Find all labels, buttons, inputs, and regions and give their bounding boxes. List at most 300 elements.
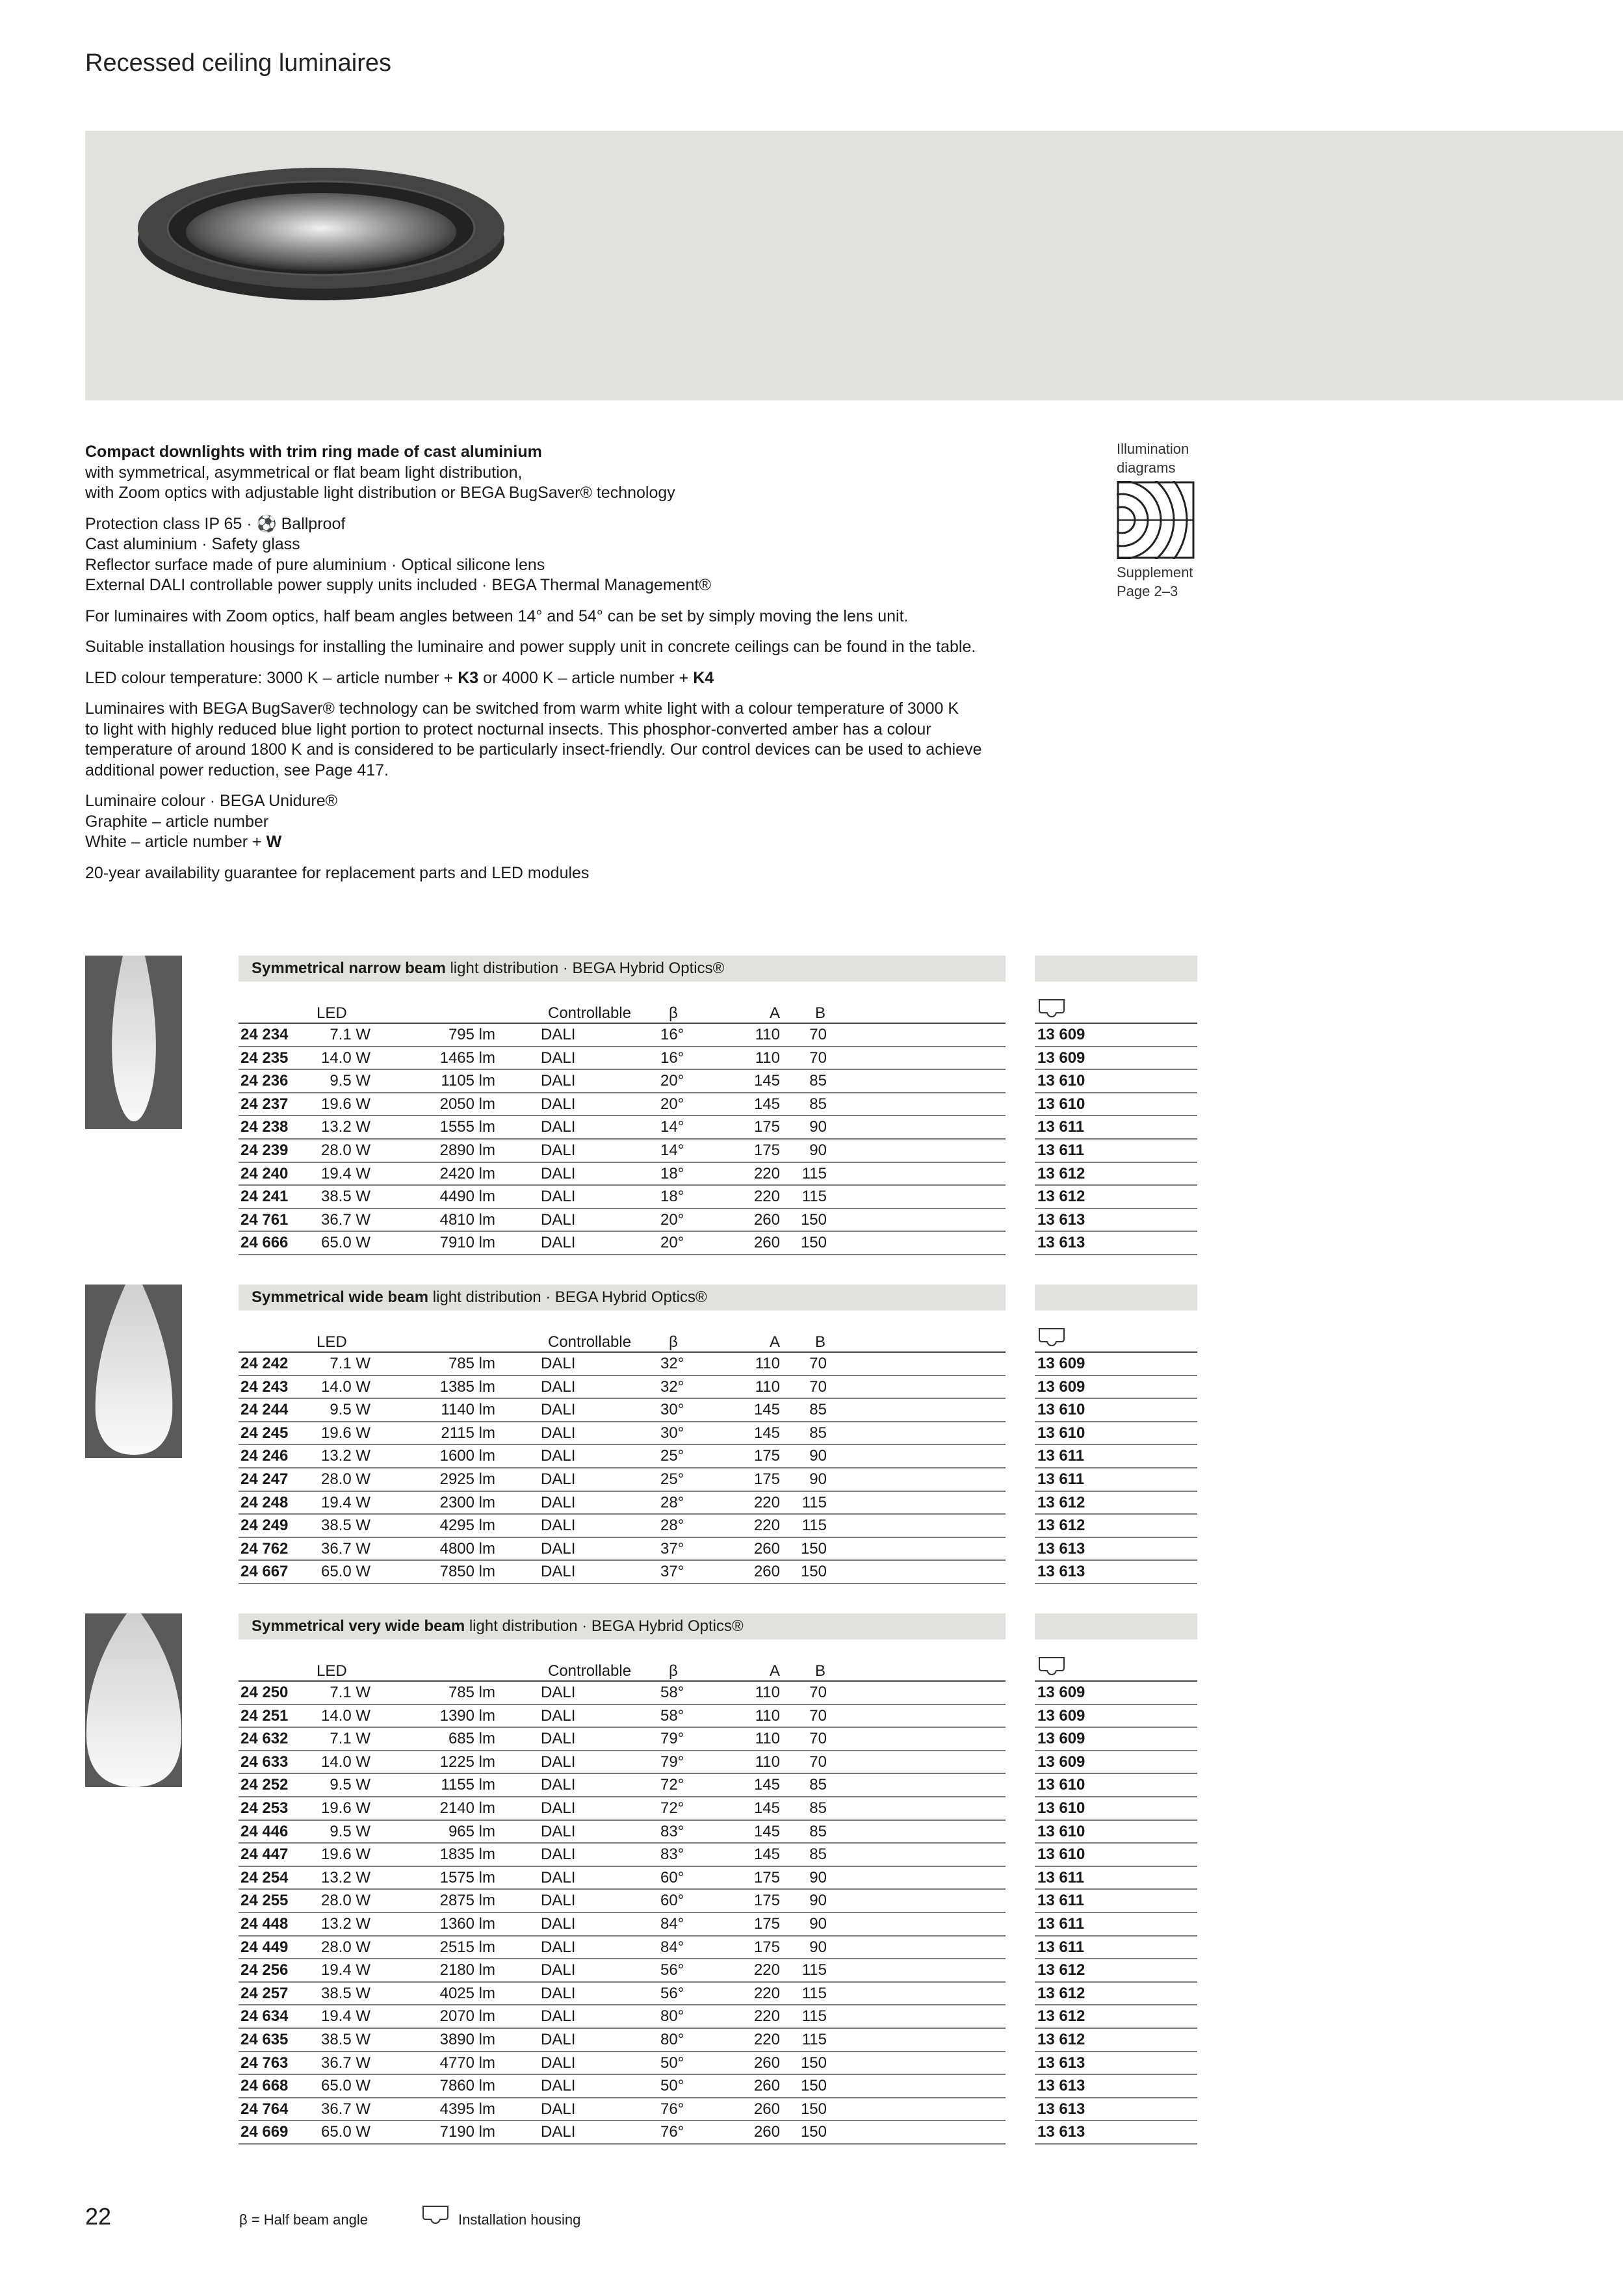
article-number: 24 668 — [240, 2077, 289, 2095]
dimension-b: 70 — [809, 1706, 827, 1725]
controllable: DALI — [541, 1095, 576, 1113]
luminous-flux: 3890 lm — [439, 2030, 495, 2048]
luminous-flux: 685 lm — [448, 1730, 495, 1748]
installation-housing-number: 13 610 — [1037, 1424, 1085, 1442]
page-number: 22 — [85, 2203, 112, 2230]
half-beam-angle: 84° — [660, 1938, 684, 1956]
colour-temperature-text — [85, 668, 1034, 689]
installation-housing-number: 13 612 — [1037, 1188, 1085, 1206]
dimension-a: 145 — [753, 1846, 780, 1864]
dimension-b: 115 — [801, 2007, 827, 2026]
intro-text — [85, 442, 1034, 894]
row-rule — [1035, 1583, 1197, 1584]
article-number: 24 449 — [240, 1938, 289, 1956]
article-number: 24 242 — [240, 1355, 289, 1372]
installation-housing-number: 13 609 — [1037, 1026, 1085, 1043]
dimension-a: 145 — [753, 1822, 780, 1840]
dimension-b: 90 — [809, 1892, 827, 1910]
luminous-flux: 4295 lm — [439, 1517, 495, 1535]
row-rule — [1035, 1254, 1197, 1255]
dimension-b: 115 — [801, 1164, 827, 1182]
table-row — [0, 1561, 1623, 1584]
col-beta: β — [669, 1333, 678, 1351]
controllable: DALI — [541, 1188, 576, 1206]
installation-housing-number: 13 609 — [1037, 1377, 1085, 1396]
installation-housing-number: 13 612 — [1037, 2030, 1085, 2048]
led-wattage: 28.0 W — [320, 1470, 370, 1488]
luminous-flux: 2515 lm — [439, 1938, 495, 1956]
table-row — [0, 1682, 1623, 1705]
supplement-label: Supplement — [1117, 564, 1193, 581]
dimension-a: 175 — [753, 1868, 780, 1886]
dimension-b: 115 — [801, 1188, 827, 1206]
luminous-flux: 795 lm — [448, 1026, 495, 1043]
installation-housing-number: 13 609 — [1037, 1730, 1085, 1748]
installation-housing-number: 13 611 — [1037, 1892, 1085, 1910]
article-number: 24 245 — [240, 1424, 289, 1442]
intro-line: with symmetrical, asymmetrical or flat beam light distribution, — [85, 463, 523, 482]
col-led: LED — [317, 1333, 347, 1351]
table-row — [0, 1867, 1623, 1890]
installation-housing-number: 13 610 — [1037, 1401, 1085, 1419]
installation-housing-number: 13 611 — [1037, 1118, 1085, 1136]
article-number: 24 255 — [240, 1892, 289, 1910]
installation-housing-number: 13 613 — [1037, 1210, 1085, 1229]
controllable: DALI — [541, 1210, 576, 1229]
controllable: DALI — [541, 2030, 576, 2048]
article-number: 24 257 — [240, 1984, 289, 2002]
controllable: DALI — [541, 1684, 576, 1701]
article-number: 24 243 — [240, 1377, 289, 1396]
product-rows — [0, 1682, 1623, 2145]
table-row — [0, 1445, 1623, 1468]
dimension-a: 220 — [753, 1164, 780, 1182]
installation-housing-number: 13 613 — [1037, 1539, 1085, 1558]
led-wattage: 7.1 W — [330, 1026, 370, 1043]
table-row — [0, 1070, 1623, 1093]
article-number: 24 667 — [240, 1563, 289, 1581]
half-beam-angle: 25° — [660, 1447, 684, 1465]
controllable: DALI — [541, 1706, 576, 1725]
dimension-a: 145 — [753, 1424, 780, 1442]
half-beam-angle: 56° — [660, 1984, 684, 2002]
dimension-a: 145 — [753, 1095, 780, 1113]
installation-housing-number: 13 610 — [1037, 1095, 1085, 1113]
article-number: 24 246 — [240, 1447, 289, 1465]
led-wattage: 14.0 W — [320, 1753, 370, 1771]
controllable: DALI — [541, 1026, 576, 1043]
row-rule — [1035, 2143, 1197, 2145]
installation-housing-number: 13 609 — [1037, 1355, 1085, 1372]
controllable: DALI — [541, 1049, 576, 1067]
installation-housing-number: 13 609 — [1037, 1684, 1085, 1701]
half-beam-angle: 58° — [660, 1706, 684, 1725]
luminous-flux: 785 lm — [448, 1684, 495, 1701]
controllable: DALI — [541, 1938, 576, 1956]
controllable: DALI — [541, 1846, 576, 1864]
dimension-b: 70 — [809, 1730, 827, 1748]
controllable: DALI — [541, 1424, 576, 1442]
housings-text: Suitable installation housings for installing the luminaire and power supply unit in concrete ceilings can be found in the table. — [85, 638, 976, 656]
table-row — [0, 1399, 1623, 1422]
intro-line: with Zoom optics with adjustable light distribution or BEGA BugSaver® technology — [85, 484, 675, 502]
table-row — [0, 1705, 1623, 1729]
article-number: 24 239 — [240, 1141, 289, 1159]
dimension-a: 110 — [755, 1730, 780, 1748]
colour-temp-mid: or 4000 K – article number + — [478, 668, 694, 687]
luminous-flux: 7190 lm — [439, 2123, 495, 2141]
reflector-line: Reflector surface made of pure aluminium · Optical silicone lens — [85, 555, 545, 574]
half-beam-angle: 25° — [660, 1470, 684, 1488]
section-title-bold: Symmetrical very wide beam — [252, 1617, 465, 1635]
col-a: A — [770, 1333, 781, 1351]
col-led: LED — [317, 1662, 347, 1680]
led-wattage: 7.1 W — [330, 1730, 370, 1748]
luminous-flux: 2140 lm — [439, 1799, 495, 1817]
article-number: 24 248 — [240, 1493, 289, 1511]
dimension-b: 85 — [809, 1401, 827, 1419]
luminous-flux: 7860 lm — [439, 2077, 495, 2095]
led-wattage: 36.7 W — [320, 1539, 370, 1558]
table-row — [0, 1186, 1623, 1209]
half-beam-angle: 80° — [660, 2030, 684, 2048]
half-beam-angle: 28° — [660, 1493, 684, 1511]
led-wattage: 65.0 W — [320, 1234, 370, 1252]
dimension-a: 220 — [753, 1493, 780, 1511]
table-row — [0, 1024, 1623, 1047]
bugsaver-line: temperature of around 1800 K and is considered to be particularly insect-friendly. Our control devices can be used to achieve — [85, 740, 982, 759]
dimension-b: 85 — [809, 1072, 827, 1090]
table-row — [0, 1774, 1623, 1797]
half-beam-angle: 20° — [660, 1095, 684, 1113]
table-row — [0, 1353, 1623, 1376]
table-row — [0, 1209, 1623, 1233]
dimension-a: 260 — [753, 1234, 780, 1252]
half-beam-angle: 84° — [660, 1914, 684, 1933]
dimension-b: 70 — [809, 1026, 827, 1043]
luminous-flux: 2300 lm — [439, 1493, 495, 1511]
bugsaver-line: to light with highly reduced blue light portion to protect nocturnal insects. This phosphor-converted amber has a colour — [85, 720, 931, 738]
installation-housing-number: 13 612 — [1037, 2007, 1085, 2026]
half-beam-angle: 83° — [660, 1822, 684, 1840]
table-row — [0, 1515, 1623, 1538]
half-beam-angle: 16° — [660, 1026, 684, 1043]
table-row — [0, 1140, 1623, 1163]
table-row — [0, 1937, 1623, 1960]
col-b: B — [815, 1004, 826, 1022]
guarantee-text: 20-year availability guarantee for replacement parts and LED modules — [85, 863, 590, 882]
luminous-flux: 965 lm — [448, 1822, 495, 1840]
col-beta: β — [669, 1004, 678, 1022]
illumination-label: diagrams — [1117, 460, 1176, 476]
installation-housing-number: 13 610 — [1037, 1776, 1085, 1794]
dimension-a: 260 — [753, 1563, 780, 1581]
article-number: 24 446 — [240, 1822, 289, 1840]
controllable: DALI — [541, 1447, 576, 1465]
controllable: DALI — [541, 1377, 576, 1396]
dimension-b: 85 — [809, 1095, 827, 1113]
half-beam-angle: 14° — [660, 1141, 684, 1159]
led-wattage: 65.0 W — [320, 2123, 370, 2141]
product-rows — [0, 1024, 1623, 1255]
luminous-flux: 1140 lm — [441, 1401, 495, 1419]
half-beam-angle: 76° — [660, 2100, 684, 2118]
dimension-a: 175 — [753, 1447, 780, 1465]
controllable: DALI — [541, 1355, 576, 1372]
installation-housing-number: 13 611 — [1037, 1914, 1085, 1933]
graphite-line: Graphite – article number — [85, 812, 269, 831]
installation-housing-number: 13 610 — [1037, 1799, 1085, 1817]
table-row — [0, 1376, 1623, 1400]
article-number: 24 238 — [240, 1118, 289, 1136]
legend-installation-housing: Installation housing — [458, 2211, 581, 2228]
col-led: LED — [317, 1004, 347, 1022]
led-wattage: 9.5 W — [330, 1072, 370, 1090]
dimension-b: 85 — [809, 1846, 827, 1864]
dimension-b: 90 — [809, 1914, 827, 1933]
led-wattage: 9.5 W — [330, 1776, 370, 1794]
article-number: 24 669 — [240, 2123, 289, 2141]
controllable: DALI — [541, 2100, 576, 2118]
led-wattage: 13.2 W — [320, 1447, 370, 1465]
dimension-a: 220 — [753, 1984, 780, 2002]
half-beam-angle: 60° — [660, 1892, 684, 1910]
luminous-flux: 1575 lm — [439, 1868, 495, 1886]
luminaire-image — [85, 131, 1623, 400]
dimension-a: 110 — [755, 1753, 780, 1771]
dimension-a: 175 — [753, 1892, 780, 1910]
dimension-b: 150 — [800, 2100, 827, 2118]
table-row — [0, 2029, 1623, 2052]
luminous-flux: 4800 lm — [439, 1539, 495, 1558]
led-wattage: 28.0 W — [320, 1938, 370, 1956]
led-wattage: 19.4 W — [320, 1164, 370, 1182]
controllable: DALI — [541, 1118, 576, 1136]
controllable: DALI — [541, 1164, 576, 1182]
half-beam-angle: 16° — [660, 1049, 684, 1067]
dimension-a: 110 — [755, 1049, 780, 1067]
half-beam-angle: 50° — [660, 2077, 684, 2095]
dimension-b: 90 — [809, 1118, 827, 1136]
led-wattage: 14.0 W — [320, 1377, 370, 1396]
illumination-label: Illumination — [1117, 441, 1189, 457]
dimension-b: 115 — [801, 2030, 827, 2048]
installation-housing-number: 13 611 — [1037, 1868, 1085, 1886]
article-number: 24 448 — [240, 1914, 289, 1933]
col-beta: β — [669, 1662, 678, 1680]
installation-housing-number: 13 612 — [1037, 1493, 1085, 1511]
half-beam-angle: 79° — [660, 1753, 684, 1771]
installation-housing-number: 13 609 — [1037, 1706, 1085, 1725]
luminous-flux: 7850 lm — [439, 1563, 495, 1581]
installation-housing-number: 13 613 — [1037, 2077, 1085, 2095]
installation-housing-number: 13 611 — [1037, 1470, 1085, 1488]
dimension-a: 145 — [753, 1401, 780, 1419]
protection-class-line: Protection class IP 65 · ⚽ Ballproof — [85, 514, 346, 533]
controllable: DALI — [541, 1730, 576, 1748]
dimension-b: 150 — [800, 1210, 827, 1229]
dali-line: External DALI controllable power supply units included · BEGA Thermal Management® — [85, 576, 711, 594]
led-wattage: 7.1 W — [330, 1684, 370, 1701]
article-number: 24 251 — [240, 1706, 289, 1725]
controllable: DALI — [541, 1961, 576, 1979]
dimension-a: 175 — [753, 1938, 780, 1956]
dimension-a: 110 — [755, 1355, 780, 1372]
installation-housing-number: 13 609 — [1037, 1049, 1085, 1067]
dimension-b: 115 — [801, 1517, 827, 1535]
installation-housing-icon — [1037, 1326, 1066, 1348]
section-title-rest: light distribution · BEGA Hybrid Optics® — [445, 959, 725, 977]
controllable: DALI — [541, 1776, 576, 1794]
dimension-b: 90 — [809, 1470, 827, 1488]
section-title — [239, 956, 1006, 982]
luminous-flux: 2115 lm — [441, 1424, 495, 1442]
accessory-header — [1035, 956, 1197, 982]
table-row — [0, 2005, 1623, 2029]
table-row — [0, 2075, 1623, 2098]
led-wattage: 19.6 W — [320, 1424, 370, 1442]
dimension-b: 90 — [809, 1141, 827, 1159]
half-beam-angle: 14° — [660, 1118, 684, 1136]
led-wattage: 14.0 W — [320, 1049, 370, 1067]
col-controllable: Controllable — [548, 1004, 632, 1022]
table-row — [0, 1422, 1623, 1446]
dimension-a: 175 — [753, 1141, 780, 1159]
section-title — [239, 1613, 1006, 1639]
installation-housing-number: 13 611 — [1037, 1447, 1085, 1465]
half-beam-angle: 18° — [660, 1188, 684, 1206]
half-beam-angle: 79° — [660, 1730, 684, 1748]
article-number: 24 234 — [240, 1026, 289, 1043]
led-wattage: 13.2 W — [320, 1868, 370, 1886]
dimension-b: 70 — [809, 1355, 827, 1372]
half-beam-angle: 76° — [660, 2123, 684, 2141]
half-beam-angle: 32° — [660, 1377, 684, 1396]
bugsaver-line: Luminaires with BEGA BugSaver® technology can be switched from warm white light with a colour temperature of 3000 K — [85, 699, 959, 718]
controllable: DALI — [541, 1868, 576, 1886]
table-row — [0, 1538, 1623, 1561]
table-row — [0, 1983, 1623, 2006]
luminous-flux: 2925 lm — [439, 1470, 495, 1488]
luminous-flux: 2050 lm — [439, 1095, 495, 1113]
luminous-flux: 2070 lm — [439, 2007, 495, 2026]
dimension-b: 115 — [801, 1984, 827, 2002]
section-title-bold: Symmetrical wide beam — [252, 1288, 429, 1306]
led-wattage: 7.1 W — [330, 1355, 370, 1372]
installation-housing-number: 13 610 — [1037, 1072, 1085, 1090]
article-number: 24 632 — [240, 1730, 289, 1748]
half-beam-angle: 28° — [660, 1517, 684, 1535]
controllable: DALI — [541, 1234, 576, 1252]
dimension-a: 110 — [755, 1684, 780, 1701]
table-row — [0, 1163, 1623, 1186]
led-wattage: 19.4 W — [320, 1961, 370, 1979]
dimension-a: 145 — [753, 1072, 780, 1090]
luminous-flux: 1390 lm — [439, 1706, 495, 1725]
led-wattage: 36.7 W — [320, 2100, 370, 2118]
col-b: B — [815, 1662, 826, 1680]
white-prefix: White – article number + — [85, 833, 266, 851]
dimension-a: 145 — [753, 1776, 780, 1794]
dimension-b: 85 — [809, 1822, 827, 1840]
led-wattage: 36.7 W — [320, 2054, 370, 2072]
white-line — [85, 832, 1034, 853]
dimension-a: 175 — [753, 1118, 780, 1136]
accessory-header — [1035, 1285, 1197, 1311]
installation-housing-number: 13 613 — [1037, 1234, 1085, 1252]
led-wattage: 13.2 W — [320, 1914, 370, 1933]
article-number: 24 252 — [240, 1776, 289, 1794]
dimension-b: 90 — [809, 1938, 827, 1956]
half-beam-angle: 32° — [660, 1355, 684, 1372]
accessory-header — [1035, 1613, 1197, 1639]
dimension-a: 220 — [753, 2030, 780, 2048]
installation-housing-number: 13 613 — [1037, 2054, 1085, 2072]
led-wattage: 9.5 W — [330, 1822, 370, 1840]
dimension-a: 175 — [753, 1470, 780, 1488]
col-controllable: Controllable — [548, 1333, 632, 1351]
half-beam-angle: 72° — [660, 1799, 684, 1817]
dimension-b: 90 — [809, 1868, 827, 1886]
luminous-flux: 1465 lm — [439, 1049, 495, 1067]
article-number: 24 634 — [240, 2007, 289, 2026]
article-number: 24 764 — [240, 2100, 289, 2118]
table-row — [0, 2052, 1623, 2076]
luminous-flux: 1225 lm — [439, 1753, 495, 1771]
section-title — [239, 1285, 1006, 1311]
led-wattage: 14.0 W — [320, 1706, 370, 1725]
half-beam-angle: 60° — [660, 1868, 684, 1886]
led-wattage: 13.2 W — [320, 1118, 370, 1136]
luminous-flux: 1555 lm — [439, 1118, 495, 1136]
half-beam-angle: 20° — [660, 1072, 684, 1090]
dimension-b: 150 — [800, 2077, 827, 2095]
dimension-b: 90 — [809, 1447, 827, 1465]
half-beam-angle: 37° — [660, 1563, 684, 1581]
installation-housing-number: 13 611 — [1037, 1938, 1085, 1956]
product-rows — [0, 1353, 1623, 1584]
dimension-a: 110 — [755, 1377, 780, 1396]
controllable: DALI — [541, 1563, 576, 1581]
half-beam-angle: 20° — [660, 1210, 684, 1229]
table-row — [0, 1821, 1623, 1844]
article-number: 24 635 — [240, 2030, 289, 2048]
luminous-flux: 1600 lm — [439, 1447, 495, 1465]
colour-temp-prefix: LED colour temperature: 3000 K – article number + — [85, 668, 458, 687]
dimension-a: 260 — [753, 1210, 780, 1229]
code-k4: K4 — [693, 668, 714, 687]
luminous-flux: 4490 lm — [439, 1188, 495, 1206]
installation-housing-number: 13 612 — [1037, 1164, 1085, 1182]
dimension-a: 260 — [753, 2123, 780, 2141]
controllable: DALI — [541, 1753, 576, 1771]
col-controllable: Controllable — [548, 1662, 632, 1680]
table-row — [0, 1728, 1623, 1751]
half-beam-angle: 20° — [660, 1234, 684, 1252]
luminous-flux: 1105 lm — [441, 1072, 495, 1090]
controllable: DALI — [541, 1493, 576, 1511]
article-number: 24 244 — [240, 1401, 289, 1419]
luminous-flux: 2180 lm — [439, 1961, 495, 1979]
row-rule — [239, 1254, 1006, 1255]
led-wattage: 28.0 W — [320, 1892, 370, 1910]
section-title-rest: light distribution · BEGA Hybrid Optics® — [428, 1288, 707, 1306]
installation-housing-number: 13 613 — [1037, 2100, 1085, 2118]
illumination-diagrams-note — [1117, 439, 1247, 601]
controllable: DALI — [541, 1141, 576, 1159]
luminous-flux: 1155 lm — [441, 1776, 495, 1794]
dimension-a: 220 — [753, 1517, 780, 1535]
